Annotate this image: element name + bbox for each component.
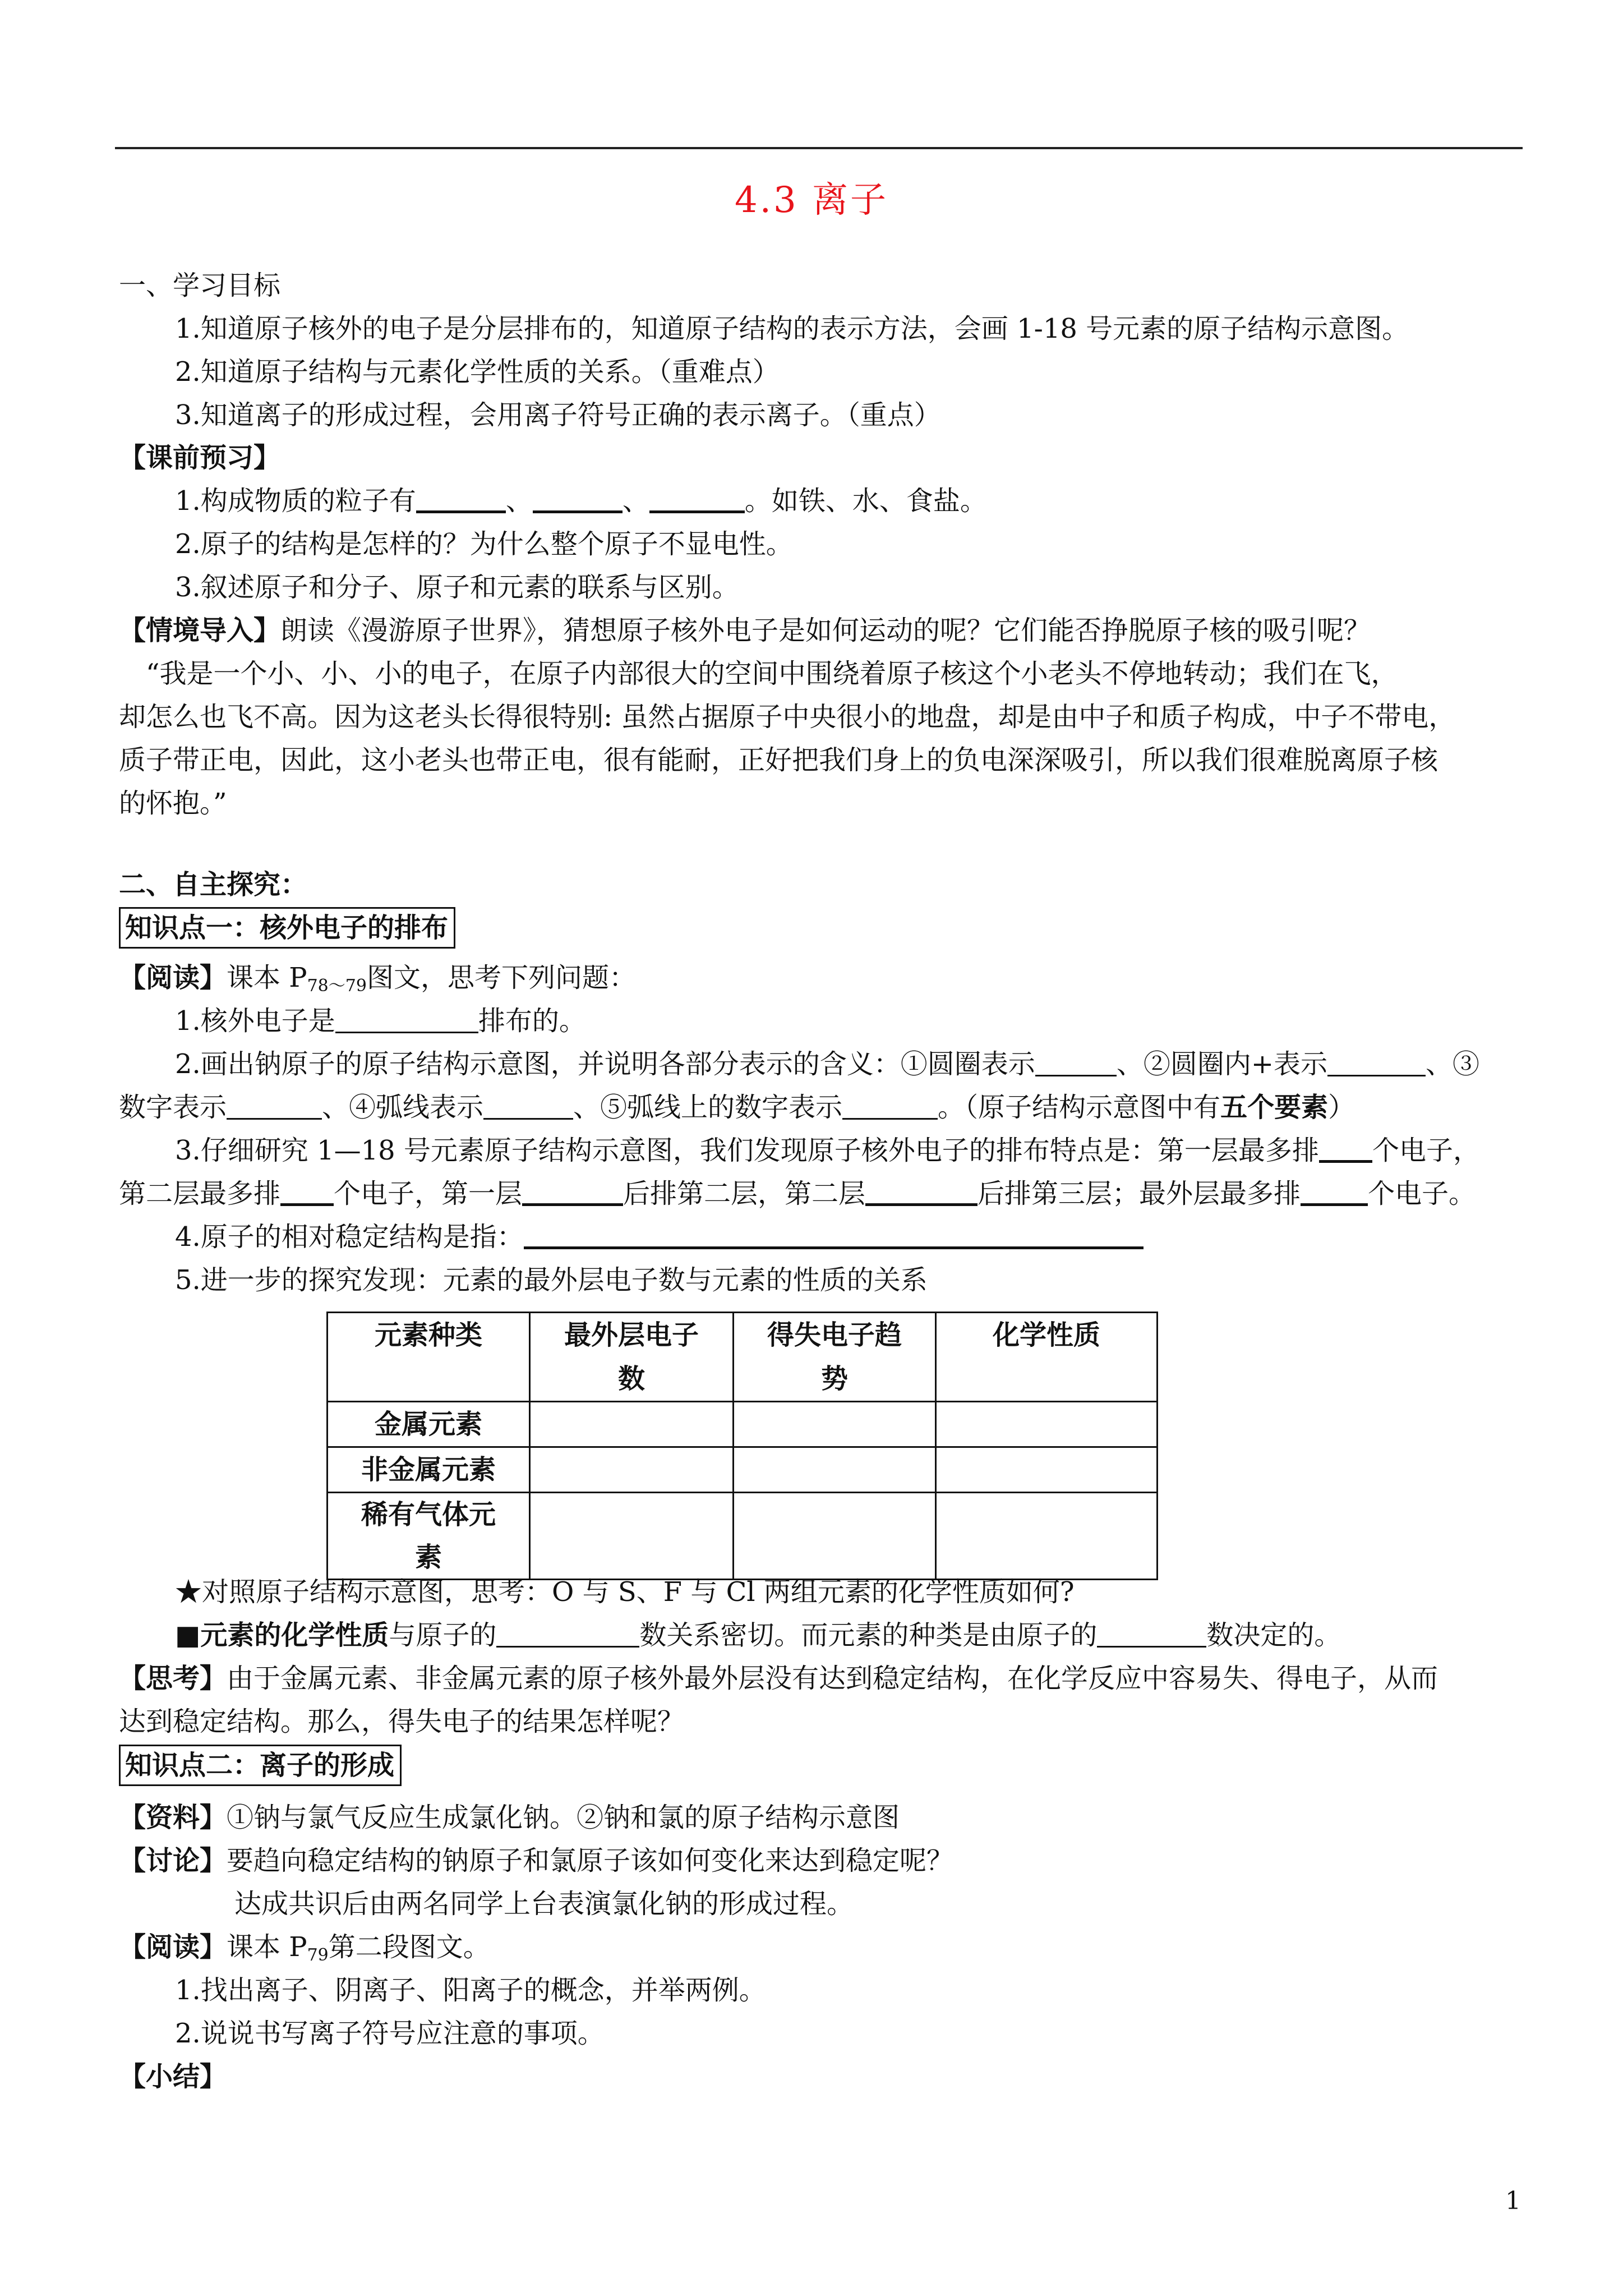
blank[interactable] [524, 1224, 1144, 1249]
table-cell[interactable] [734, 1402, 936, 1447]
star-note: ★对照原子结构示意图，思考：O 与 S、F 与 Cl 两组元素的化学性质如何? [175, 1576, 1075, 1608]
section2-heading: 二、自主探究： [119, 869, 308, 900]
blank[interactable] [1035, 1052, 1117, 1076]
blank[interactable] [227, 1096, 322, 1120]
blank[interactable] [533, 488, 623, 513]
table-cell[interactable] [530, 1493, 734, 1580]
preview-label: 【课前预习】 [119, 442, 281, 473]
element-property-table [326, 1312, 1158, 1580]
preview-q2: 2.原子的结构是怎样的？为什么整个原子不显电性。 [175, 528, 793, 560]
blank[interactable] [1301, 1181, 1368, 1206]
table-row [328, 1447, 1158, 1493]
table-header-row [328, 1313, 1158, 1402]
table-row-label: 金属元素 [328, 1402, 530, 1447]
kp1-q2-line1: 2.画出钠原子的原子结构示意图，并说明各部分表示的含义：①圆圈表示 、②圆圈内+表示 、③ [175, 1048, 1480, 1080]
story-line-2: 却怎么也飞不高。因为这老头长得很特别: 虽然占据原子中央很小的地盘，却是由中子和质子构成，中子不带电， [119, 701, 1456, 733]
preview-q1: 1.构成物质的粒子有 、 、 。如铁、水、食盐。 [175, 485, 987, 517]
read2-q2: 2.说说书写离子符号应注意的事项。 [175, 2018, 605, 2049]
blank[interactable] [280, 1181, 334, 1206]
goal-3: 3.知道离子的形成过程，会用离子符号正确的表示离子。（重点） [175, 399, 941, 431]
table-header-cell: 得失电子趋 势 [734, 1313, 936, 1402]
blank[interactable] [865, 1181, 978, 1206]
preview-q3: 3.叙述原子和分子、原子和元素的联系与区别。 [175, 572, 739, 603]
read1-line: 【阅读】课本 $P_{78\sim 79}$图文，思考下列问题： [119, 962, 636, 996]
table-row [328, 1402, 1158, 1447]
read2-line: 【阅读】课本 $P_{79}$第二段图文。 [119, 1931, 490, 1965]
blank[interactable] [1097, 1623, 1206, 1648]
table-row [328, 1493, 1158, 1580]
discuss-line-2: 达成共识后由两名同学上台表演氯化钠的形成过程。 [234, 1888, 854, 1920]
blank[interactable] [649, 488, 745, 513]
blank[interactable] [496, 1623, 639, 1648]
table-row-label: 非金属元素 [328, 1447, 530, 1493]
section1-heading: 一、学习目标 [119, 270, 281, 301]
table-cell[interactable] [734, 1493, 936, 1580]
kp1-q5: 5.进一步的探究发现：元素的最外层电子数与元素的性质的关系 [175, 1264, 928, 1296]
read2-q1: 1.找出离子、阴离子、阳离子的概念，并举两例。 [175, 1975, 766, 2006]
knowledge-point-2: 知识点二：离子的形成 [119, 1752, 402, 1779]
table-header-cell: 最外层电子 数 [530, 1313, 734, 1402]
think-line-1: 【思考】由于金属元素、非金属元素的原子核外最外层没有达到稳定结构，在化学反应中容易失、得电子，从而 [119, 1663, 1438, 1694]
blank[interactable] [1319, 1138, 1372, 1163]
data-line: 【资料】①钠与氯气反应生成氯化钠。②钠和氯的原子结构示意图 [119, 1802, 900, 1833]
table-cell[interactable] [530, 1402, 734, 1447]
story-line-4: 的怀抱。” [119, 788, 227, 819]
blank[interactable] [842, 1096, 938, 1120]
top-rule [115, 147, 1523, 149]
intro-line: 【情境导入】朗读《漫游原子世界》，猜想原子核外电子是如何运动的呢？它们能否挣脱原子核的吸引呢？ [119, 615, 1371, 646]
table-header-cell: 化学性质 [936, 1313, 1158, 1402]
page-title: 4.3 离子 [734, 180, 889, 221]
kp1-q3-line2: 第二层最多排 个电子，第一层 后排第二层，第二层 后排第三层；最外层最多排 个电子。 [119, 1178, 1476, 1209]
blank[interactable] [483, 1096, 573, 1120]
table-cell[interactable] [936, 1493, 1158, 1580]
square-note: ■元素的化学性质与原子的 数关系密切。而元素的种类是由原子的 数决定的。 [175, 1619, 1341, 1651]
kp1-q2-line2: 数字表示 、④弧线表示 、⑤弧线上的数字表示 。（原子结构示意图中有五个要素） [119, 1092, 1355, 1123]
knowledge-point-1: 知识点一：核外电子的排布 [119, 914, 455, 941]
goal-2: 2.知道原子结构与元素化学性质的关系。（重难点） [175, 356, 780, 388]
table-cell[interactable] [936, 1402, 1158, 1447]
table-cell[interactable] [936, 1447, 1158, 1493]
page-number: 1 [1505, 2187, 1521, 2215]
table-row-label: 稀有气体元 素 [328, 1493, 530, 1580]
story-line-1: “我是一个小、小、小的电子，在原子内部很大的空间中围绕着原子核这个小老头不停地转动；我们在飞， [146, 658, 1398, 689]
story-line-3: 质子带正电，因此，这小老头也带正电，很有能耐，正好把我们身上的负电深深吸引，所以我们很难脱离原子核 [119, 744, 1438, 776]
summary-label: 【小结】 [119, 2061, 227, 2092]
intro-label: 【情境导入】 [119, 615, 281, 646]
discuss-line: 【讨论】要趋向稳定结构的钠原子和氯原子该如何变化来达到稳定呢？ [119, 1845, 954, 1876]
goal-1: 1.知道原子核外的电子是分层排布的，知道原子结构的表示方法，会画 1-18 号元素的原子结构示意图。 [175, 313, 1409, 344]
table-cell[interactable] [530, 1447, 734, 1493]
blank[interactable] [416, 488, 506, 513]
blank[interactable] [1327, 1052, 1426, 1076]
think-line-2: 达到稳定结构。那么，得失电子的结果怎样呢？ [119, 1706, 685, 1737]
kp1-q4: 4.原子的相对稳定结构是指： [175, 1223, 1144, 1250]
kp1-q3-line1: 3.仔细研究 1—18 号元素原子结构示意图，我们发现原子核外电子的排布特点是：第一层最多排 个电子， [175, 1135, 1480, 1166]
table-header-cell: 元素种类 [328, 1313, 530, 1402]
table-cell[interactable] [734, 1447, 936, 1493]
kp1-q1: 1.核外电子是 排布的。 [175, 1005, 586, 1037]
blank[interactable] [522, 1181, 623, 1206]
blank[interactable] [335, 1009, 478, 1033]
